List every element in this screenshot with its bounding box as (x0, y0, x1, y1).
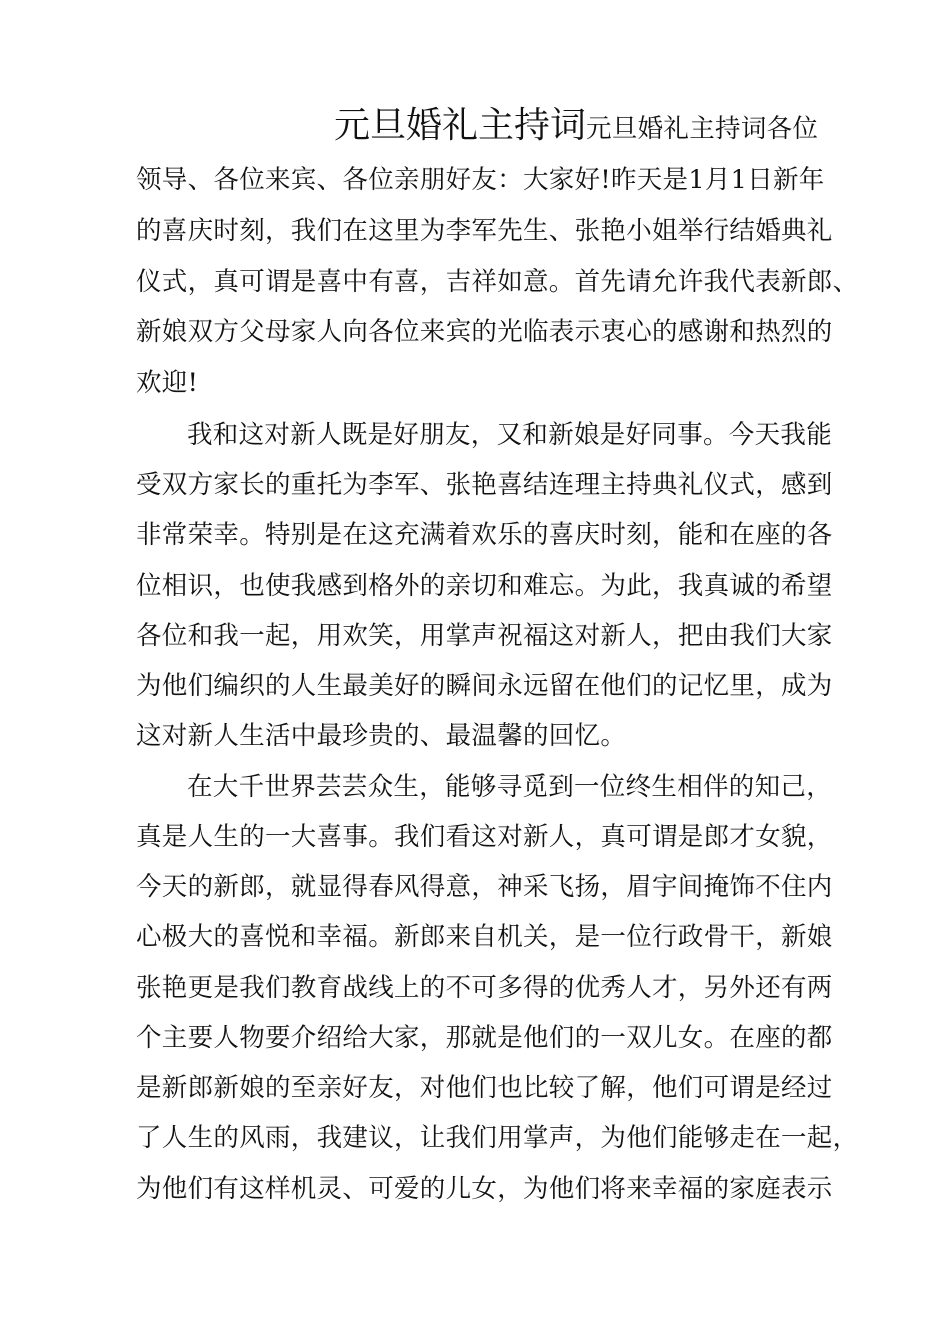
text-line: 在大千世界芸芸众生，能够寻觅到一位终生相伴的知己， (187, 772, 833, 802)
text-line: 是新郎新娘的至亲好友，对他们也比较了解，他们可谓是经过 (136, 1073, 833, 1103)
text-line: 新娘双方父母家人向各位来宾的光临表示衷心的感谢和热烈的 (136, 317, 833, 347)
text-line: 的喜庆时刻，我们在这里为李军先生、张艳小姐举行结婚典礼 (136, 216, 833, 246)
text-line: 这对新人生活中最珍贵的、最温馨的回忆。 (136, 721, 627, 751)
text-line: 我和这对新人既是好朋友，又和新娘是好同事。今天我能 (187, 420, 833, 450)
title-line (334, 104, 950, 148)
text-line: 领导、各位来宾、各位亲朋好友：大家好!昨天是1月1日新年 (136, 165, 825, 195)
text-line: 为他们编织的人生最美好的瞬间永远留在他们的记忆里，成为 (136, 671, 833, 701)
text-line: 受双方家长的重托为李军、张艳喜结连理主持典礼仪式，感到 (136, 470, 833, 500)
text-line: 心极大的喜悦和幸福。新郎来自机关，是一位行政骨干，新娘 (136, 922, 833, 952)
text-line: 了人生的风雨，我建议，让我们用掌声，为他们能够走在一起， (136, 1123, 859, 1153)
text-line: 非常荣幸。特别是在这充满着欢乐的喜庆时刻，能和在座的各 (136, 520, 833, 550)
text-line: 欢迎! (136, 368, 199, 398)
text-line: 仪式，真可谓是喜中有喜，吉祥如意。首先请允许我代表新郎、 (136, 267, 859, 297)
text-line: 位相识，也使我感到格外的亲切和难忘。为此，我真诚的希望 (136, 571, 833, 601)
text-line: 今天的新郎，就显得春风得意，神采飞扬，眉宇间掩饰不住内 (136, 872, 833, 902)
text-line: 为他们有这样机灵、可爱的儿女，为他们将来幸福的家庭表示 (136, 1174, 833, 1204)
text-line: 各位和我一起，用欢笑，用掌声祝福这对新人，把由我们大家 (136, 621, 833, 651)
text-line: 个主要人物要介绍给大家，那就是他们的一双儿女。在座的都 (136, 1023, 833, 1053)
text-line: 真是人生的一大喜事。我们看这对新人，真可谓是郎才女貌， (136, 822, 833, 852)
document-title: 元旦婚礼主持词 (334, 105, 587, 146)
text-line: 张艳更是我们教育战线上的不可多得的优秀人才，另外还有两 (136, 973, 833, 1003)
title-trailing-text: 元旦婚礼主持词各位 (586, 114, 819, 144)
